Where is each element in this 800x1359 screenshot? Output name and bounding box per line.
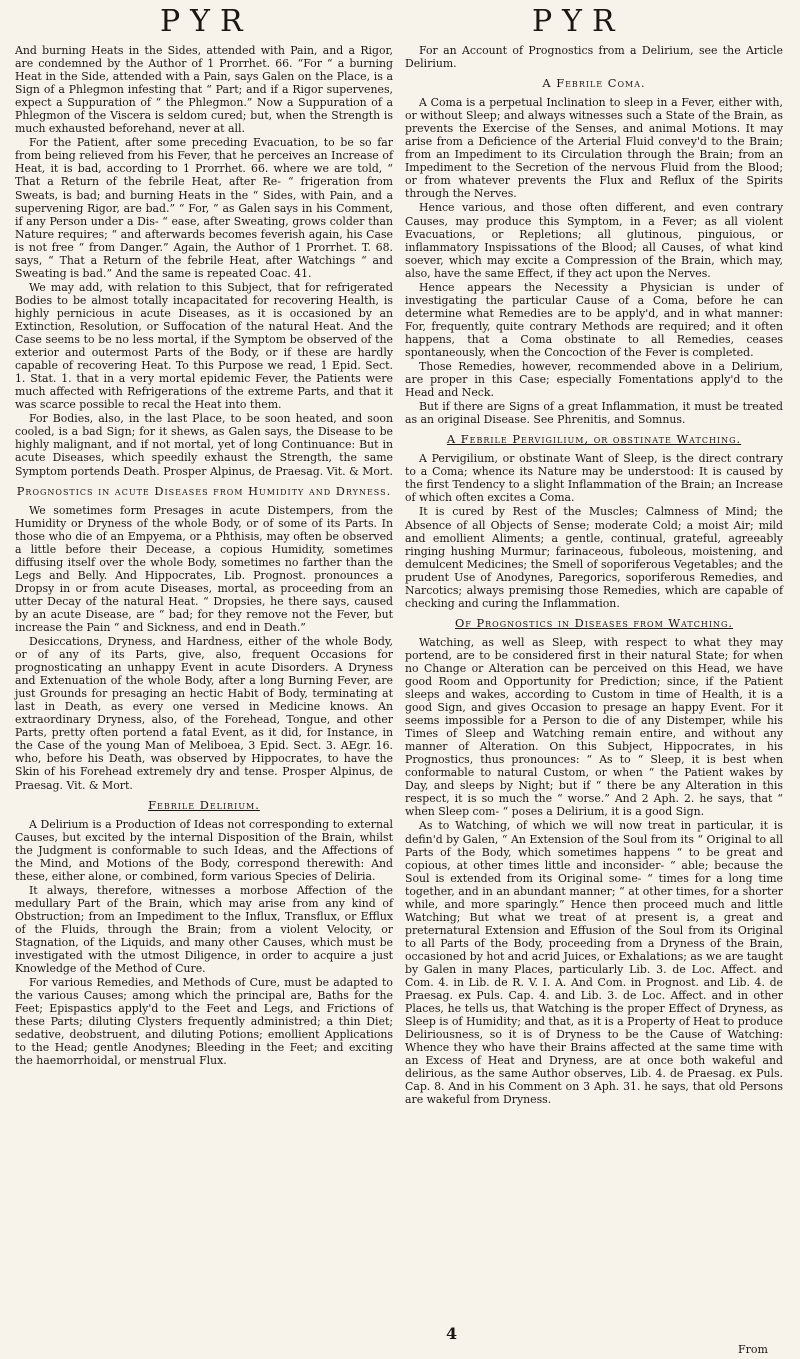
paragraph: A Coma is a perpetual Inclination to sleep in a Fever, either with, or without Sleep; and always witnesses such a State of the Brain, as prevents the Exercise of the Senses, and animal Motions. It may arise from a Deficience of the Arterial Fluid convey'd to the Brain; from an Impediment to its Circulation through the Brain; from an Impediment to the Secretion of the nervous Fluid from the Blood; or from whatever prevents the Flux and Reflux of the Spirits through the Nerves. bbox=[405, 96, 783, 201]
paragraph: Desiccations, Dryness, and Hardness, either of the whole Body, or of any of its Parts, give, also, frequent Occasions for prognosticating an unhappy Event in acute Disorders. A Dryness and Extenuation of the whole Body, after a long Burning Fever, are just Grounds for presaging an hectic Habit of Body, terminating at last in Death, as every one versed in Medicine knows. An extraordinary Dryness, also, of the Forehead, Tongue, and other Parts, pretty often portend a fatal Event, as it did, for Instance, in the Case of the young Man of Meliboea, 3 Epid. Sect. 3. AEgr. 16. who, before his Death, was observed by Hippocrates, to have the Skin of his Forehead extremely dry and tense. Prosper Alpinus, de Praesag. Vit. & Mort. bbox=[15, 635, 393, 792]
section-heading: Febrile Delirium. bbox=[148, 797, 260, 812]
section-heading: A Febrile Coma. bbox=[542, 76, 646, 91]
paragraph: Those Remedies, however, recommended above in a Delirium, are proper in this Case; especially Fomentations apply'd to the Head and Neck. bbox=[405, 360, 783, 400]
paragraph: For Bodies, also, in the last Place, to be soon heated, and soon cooled, is a bad Sign; for it shews, as Galen says, the Disease to be highly malignant, and if not mortal, yet of long Continuance: But in acute Diseases, which speedily exhaust the Strength, the same Symptom portends Death. Prosper Alpinus, de Praesag. Vit. & Mort. bbox=[15, 412, 394, 478]
paragraph: We may add, with relation to this Subject, that for refrigerated Bodies to be almost totally incapacitated for recovering Health, is highly pernicious in acute Diseases, as it is occasioned by an Extinction, Resolution, or Suffocation of the natural Heat. And the Case seems to be no less mortal, if the Symptom be observed of the exterior and outermost Parts of the Body, or if these are hardly capable of recovering Heat. To this Purpose we read, 1 Epid. Sect. 1. Stat. 1. that in a very mortal epidemic Fever, the Patients were much affected with Refrigerations of the extreme Parts, and that it was scarce possible to recal the Heat into them. bbox=[15, 280, 393, 412]
running-head-left: PYR bbox=[160, 4, 253, 39]
paragraph: It is cured by Rest of the Muscles; Calmness of Mind; the Absence of all Objects of Sense; moderate Cold; a moist Air; mild and emollient Aliments; a gentle, continual, grateful, agreeably ringing hushing Murmur; farinaceous, fuboleous, moistening, and demulcent Medicines; the Smell of soporiferous Vegetables; and the prudent Use of Anodynes, Paregorics, soporiferous Remedies, and Narcotics; always premising those Remedies, which are capable of checking and curing the Inflammation. bbox=[405, 505, 783, 610]
paragraph: It always, therefore, witnesses a morbose Affection of the medullary Part of the Brain, which may arise from any kind of Obstruction; from an Impediment to the Influx, Transflux, or Efflux of the Fluids, through the Brain; from a violent Velocity, or Stagnation, of the Liquids, and many other Causes, which must be investigated with the utmost Diligence, in order to acquire a just Knowledge of the Method of Cure. bbox=[15, 883, 393, 976]
paragraph: For the Patient, after some preceding Evacuation, to be so far from being relieved from his Fever, that he perceives an Increase of Heat, it is bad, according to 1 Prorrhet. 66. where we are told, “ That a Return of the febrile Heat, after Re- “ frigeration from Sweats, is bad; and burning Heats in the “ Sides, with Pain, and a supervening Rigor, are bad.” “ For, “ as Galen says in his Comment, if any Person under a Dis- “ ease, after Sweating, grows colder than Nature requires; “ and afterwards becomes feverish again, his Case is not free “ from Danger.” Again, the Author of 1 Prorrhet. T. 68. says, “ That a Return of the febrile Heat, after Watchings “ and Sweating is bad.” And the same is repeated Coac. 41. bbox=[15, 136, 393, 280]
page-number: 4 bbox=[446, 1324, 458, 1343]
running-head-right: PYR bbox=[532, 4, 625, 39]
left-column bbox=[15, 44, 393, 1068]
section-heading: A Febrile Pervigilium, or obstinate Watching. bbox=[446, 432, 742, 447]
right-column bbox=[405, 44, 783, 1108]
paragraph: Watching, as well as Sleep, with respect to what they may portend, are to be considered first in their natural State; for when no Change or Alteration can be perceived on this Head, we have good Room and Opportunity for Prediction; since, if the Patient sleeps and wakes, according to Custom in time of Health, it is a good Sign, and gives Occasion to presage an happy Event. For it seems impossible for a Person to die of any Distemper, while his Times of Sleep and Watching remain entire, and without any manner of Alteration. On this Subject, Hippocrates, in his Prognostics, thus pronounces: “ As to “ Sleep, it is best when conformable to natural Custom, or when “ the Patient wakes by Day, and sleeps by Night; but if “ there be any Alteration in this respect, it is so much the “ worse.” And 2 Aph. 2. he says, that “ when Sleep com- “ poses a Delirium, it is a good Sign. bbox=[405, 635, 783, 819]
paragraph: And burning Heats in the Sides, attended with Pain, and a Rigor, are condemned by the Author of 1 Prorrhet. 66. “For “ a burning Heat in the Side, attended with a Pain, says Galen on the Place, is a Sign of a Phlegmon infesting that “ Part; and if a Rigor supervenes, expect a Suppuration of “ the Phlegmon.” Now a Suppuration of a Phlegmon of the Viscera is seldom cured; but, when the Strength is much exhausted beforehand, never at all. bbox=[15, 44, 393, 136]
paragraph: A Delirium is a Production of Ideas not corresponding to external Causes, but excited by the internal Disposition of the Brain, whilst the Judgment is conformable to such Ideas, and the Affections of the Mind, and Motions of the Body, correspond therewith: And these, either alone, or combined, form various Species of Deliria. bbox=[15, 817, 393, 883]
paragraph: For an Account of Prognostics from a Delirium, see the Article Delirium. bbox=[405, 44, 783, 71]
paragraph: For various Remedies, and Methods of Cure, must be adapted to the various Causes; among which the principal are, Baths for the Feet; Epispastics apply'd to the Feet and Legs, and Frictions of these Parts; diluting Clysters frequently administred; a thin Diet; sedative, deobstruent, and diluting Potions; emollient Applications to the Head; gentle Anodynes; Bleeding in the Feet; and exciting the haemorrhoidal, or menstrual Flux. bbox=[15, 976, 393, 1068]
section-heading: Prognostics in acute Diseases from Humidity and Dryness. bbox=[16, 483, 392, 498]
catchword: From bbox=[738, 1343, 768, 1356]
paragraph: A Pervigilium, or obstinate Want of Sleep, is the direct contrary to a Coma; whence its Nature may be understood: It is caused by the first Tendency to a slight Inflammation of the Brain; an Increase of which often excites a Coma. bbox=[405, 452, 783, 505]
paragraph: But if there are Signs of a great Inflammation, it must be treated as an original Disease. See Phrenitis, and Somnus. bbox=[405, 400, 783, 427]
section-heading: Of Prognostics in Diseases from Watching. bbox=[454, 615, 734, 630]
paragraph: Hence various, and those often different, and even contrary Causes, may produce this Symptom, in a Fever; as all violent Evacuations, or Repletions; all glutinous, pinguious, or inflammatory Inspissations of the Blood; all Causes, of what kind soever, which may excite a Compression of the Brain, which may, also, have the same Effect, if they act upon the Nerves. bbox=[405, 201, 783, 280]
paragraph: We sometimes form Presages in acute Distempers, from the Humidity or Dryness of the whole Body, or of some of its Parts. In those who die of an Empyema, or a Phthisis, may often be observed a little before their Decease, a copious Humidity, sometimes diffusing itself over the whole Body, sometimes no farther than the Legs and Belly. And Hippocrates, Lib. Prognost. pronounces a Dropsy in or from acute Diseases, mortal, as proceeding from an utter Decay of the natural Heat. “ Dropsies, he there says, caused by an acute Disease, are “ bad; for they remove not the Fever, but increase the Pain “ and Sickness, and end in Death.” bbox=[15, 503, 393, 634]
paragraph: Hence appears the Necessity a Physician is under of investigating the particular Cause of a Coma, before he can determine what Remedies are to be apply'd, and in what manner: For, frequently, quite contrary Methods are required; and it often happens, that a Coma obstinate to all Remedies, ceases spontaneously, when the Concoction of the Fever is completed. bbox=[405, 280, 783, 359]
paragraph: As to Watching, of which we will now treat in particular, it is defin'd by Galen, “ An Extension of the Soul from its “ Original to all Parts of the Body, which sometimes happens “ to be great and copious, at other times little and inconsider- “ able; because the Soul is extended from its Original some- “ times for a long time together, and in an abundant manner; “ at other times, for a shorter while, and more sparingly.” Hence then proceed much and little Watching; But what we treat of at present is, a great and preternatural Extension and Effusion of the Soul from its Original to all Parts of the Body, proceeding from a Dryness of the Brain, occasioned by hot and acrid Juices, or Exhalations; as we are taught by Galen in many Places, particularly Lib. 3. de Loc. Affect. and Com. 4. in Lib. de R. V. I. A. And Com. in Prognost. and Lib. 4. de Praesag. ex Puls. Cap. 4. and Lib. 3. de Loc. Affect. and in other Places, he tells us, that Watching is the proper Effect of Dryness, as Sleep is of Humidity; and that, as it is a Property of Heat to produce Deliriousness, so it is of Dryness to be the Cause of Watching: Whence they who have their Brains affected at the same time with an Excess of Heat and Dryness, are at once both wakeful and delirious, as the same Author observes, Lib. 4. de Praesag. ex Puls. Cap. 8. And in his Comment on 3 Aph. 31. he says, that old Persons are wakeful from Dryness. bbox=[405, 819, 783, 1107]
